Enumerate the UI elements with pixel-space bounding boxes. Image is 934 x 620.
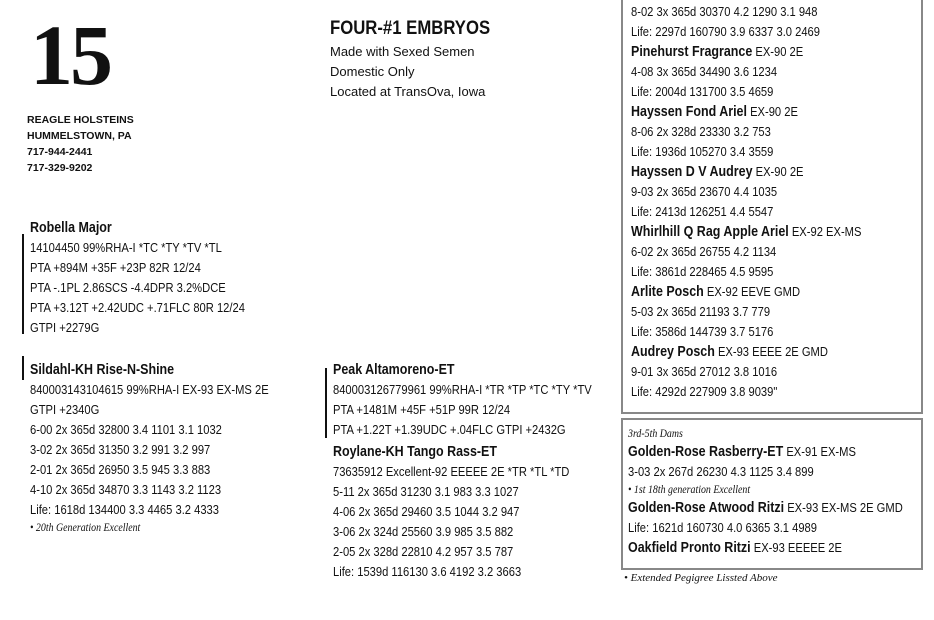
- dam-record: 6-00 2x 365d 32800 3.4 1101 3.1 1032: [30, 422, 222, 437]
- pedigree-bracket: [22, 234, 24, 334]
- production-record: 9-01 3x 365d 27012 3.8 1016: [631, 364, 778, 379]
- production-record: 3-03 2x 267d 26230 4.3 1125 3.4 899: [628, 464, 814, 479]
- animal-entry: [628, 442, 880, 462]
- dam-note: • 20th Generation Excellent: [30, 522, 141, 534]
- granddam-name: Roylane-KH Tango Rass-ET: [333, 444, 497, 460]
- pedigree-note: • 1st 18th generation Excellent: [628, 484, 751, 496]
- dam-line: 840003143104615 99%RHA-I EX-93 EX-MS 2E: [30, 382, 269, 397]
- sire-line: 14104450 99%RHA-I *TC *TY *TV *TL: [30, 240, 222, 255]
- offer-line: Made with Sexed Semen: [330, 44, 475, 59]
- mgs-line: PTA +1481M +45F +51P 99R 12/24: [333, 402, 511, 417]
- animal-entry: [631, 282, 880, 302]
- animal-name: Hayssen D V Audrey: [631, 164, 753, 180]
- animal-name: Pinehurst Fragrance: [631, 44, 753, 60]
- animal-name: Hayssen Fond Ariel: [631, 104, 747, 120]
- production-record: 8-06 2x 328d 23330 3.2 753: [631, 124, 771, 139]
- granddam-lifetime: Life: 1539d 116130 3.6 4192 3.2 3663: [333, 564, 522, 579]
- animal-classification: EX-93 EEEE 2E GMD: [714, 344, 828, 359]
- dam-lifetime: Life: 1618d 134400 3.3 4465 3.2 4333: [30, 502, 219, 517]
- breeder-location: HUMMELSTOWN, PA: [27, 130, 132, 142]
- animal-classification: EX-93 EX-MS 2E GMD: [784, 500, 903, 515]
- dam-name: Sildahl-KH Rise-N-Shine: [30, 362, 175, 378]
- animal-entry: [631, 42, 880, 62]
- granddam-record: 5-11 2x 365d 31230 3.1 983 3.3 1027: [333, 484, 519, 499]
- extended-pedigree-lines: [623, 0, 921, 402]
- mgs-block: [333, 360, 634, 440]
- breeder-phone-1: 717-944-2441: [27, 146, 93, 158]
- animal-name: Oakfield Pronto Ritzi: [628, 540, 751, 556]
- production-record: Life: 2004d 131700 3.5 4659: [631, 84, 774, 99]
- animal-classification: EX-91 EX-MS: [783, 444, 856, 459]
- breeder-info: [27, 112, 134, 176]
- dam-record: 4-10 2x 365d 34870 3.3 1143 3.2 1123: [30, 482, 222, 497]
- animal-classification: EX-93 EEEEE 2E: [750, 540, 842, 555]
- production-record: Life: 2413d 126251 4.4 5547: [631, 204, 774, 219]
- animal-entry: [628, 498, 903, 518]
- production-record: 4-08 3x 365d 34490 3.6 1234: [631, 64, 778, 79]
- animal-entry: [631, 102, 880, 122]
- dam-record: 2-01 2x 365d 26950 3.5 945 3.3 883: [30, 462, 211, 477]
- animal-name: Golden-Rose Rasberry-ET: [628, 444, 784, 460]
- lot-number: 15: [30, 7, 110, 103]
- granddam-line: 73635912 Excellent-92 EEEEE 2E *TR *TL *TD: [333, 464, 570, 479]
- animal-entry: [628, 538, 880, 558]
- animal-classification: EX-90 2E: [752, 164, 804, 179]
- sire-line: PTA +894M +35F +23P 82R 12/24: [30, 260, 201, 275]
- dam-block: [30, 360, 308, 536]
- animal-entry: [631, 162, 880, 182]
- dam-record: 3-02 2x 365d 31350 3.2 991 3.2 997: [30, 442, 211, 457]
- breeder-phone-2: 717-329-9202: [27, 162, 93, 174]
- mgs-name: Peak Altamoreno-ET: [333, 362, 455, 378]
- dams-lines: [623, 420, 921, 558]
- sire-block: [30, 218, 280, 338]
- animal-entry: [631, 222, 880, 242]
- animal-classification: EX-92 EX-MS: [788, 224, 862, 239]
- granddam-record: 3-06 2x 324d 25560 3.9 985 3.5 882: [333, 524, 514, 539]
- animal-name: Audrey Posch: [631, 344, 715, 360]
- dams-box: [621, 418, 923, 570]
- sire-name: Robella Major: [30, 220, 112, 236]
- production-record: Life: 1621d 160730 4.0 6365 3.1 4989: [628, 520, 817, 535]
- granddam-block: [333, 442, 608, 582]
- animal-name: Golden-Rose Atwood Ritzi: [628, 500, 785, 516]
- production-record: Life: 3586d 144739 3.7 5176: [631, 324, 774, 339]
- sire-line: PTA -.1PL 2.86SCS -4.4DPR 3.2%DCE: [30, 280, 226, 295]
- breeder-name: REAGLE HOLSTEINS: [27, 114, 134, 126]
- dams-heading: 3rd-5th Dams: [628, 428, 683, 440]
- pedigree-bracket: [22, 356, 24, 380]
- sire-line: GTPI +2279G: [30, 320, 100, 335]
- offer-block: [330, 16, 512, 102]
- animal-entry: [631, 342, 880, 362]
- production-record: Life: 2297d 160790 3.9 6337 3.0 2469: [631, 24, 820, 39]
- production-record: Life: 1936d 105270 3.4 3559: [631, 144, 774, 159]
- animal-classification: EX-92 EEVE GMD: [703, 284, 801, 299]
- dam-line: GTPI +2340G: [30, 402, 100, 417]
- granddam-record: 2-05 2x 328d 22810 4.2 957 3.5 787: [333, 544, 514, 559]
- animal-classification: EX-90 2E: [746, 104, 798, 119]
- sire-line: PTA +3.12T +2.42UDC +.71FLC 80R 12/24: [30, 300, 245, 315]
- pedigree-bracket: [325, 368, 327, 438]
- production-record: 9-03 2x 365d 23670 4.4 1035: [631, 184, 778, 199]
- mgs-line: 840003126779961 99%RHA-I *TR *TP *TC *TY *TV: [333, 382, 592, 397]
- offer-line: Domestic Only: [330, 64, 415, 79]
- animal-name: Arlite Posch: [631, 284, 704, 300]
- animal-classification: EX-90 2E: [752, 44, 804, 59]
- animal-name: Whirlhill Q Rag Apple Ariel: [631, 224, 789, 240]
- production-record: Life: 3861d 228465 4.5 9595: [631, 264, 774, 279]
- mgs-line: PTA +1.22T +1.39UDC +.04FLC GTPI +2432G: [333, 422, 566, 437]
- production-record: 6-02 2x 365d 26755 4.2 1134: [631, 244, 777, 259]
- extended-pedigree-box: [621, 0, 923, 414]
- granddam-record: 4-06 2x 365d 29460 3.5 1044 3.2 947: [333, 504, 520, 519]
- production-record: 8-02 3x 365d 30370 4.2 1290 3.1 948: [631, 4, 818, 19]
- offer-line: Located at TransOva, Iowa: [330, 84, 486, 99]
- footer-note: • Extended Pegigree Lissted Above: [624, 572, 778, 584]
- offer-title: FOUR-#1 EMBRYOS: [330, 18, 491, 39]
- production-record: 5-03 2x 365d 21193 3.7 779: [631, 304, 771, 319]
- production-record: Life: 4292d 227909 3.8 9039": [631, 384, 778, 399]
